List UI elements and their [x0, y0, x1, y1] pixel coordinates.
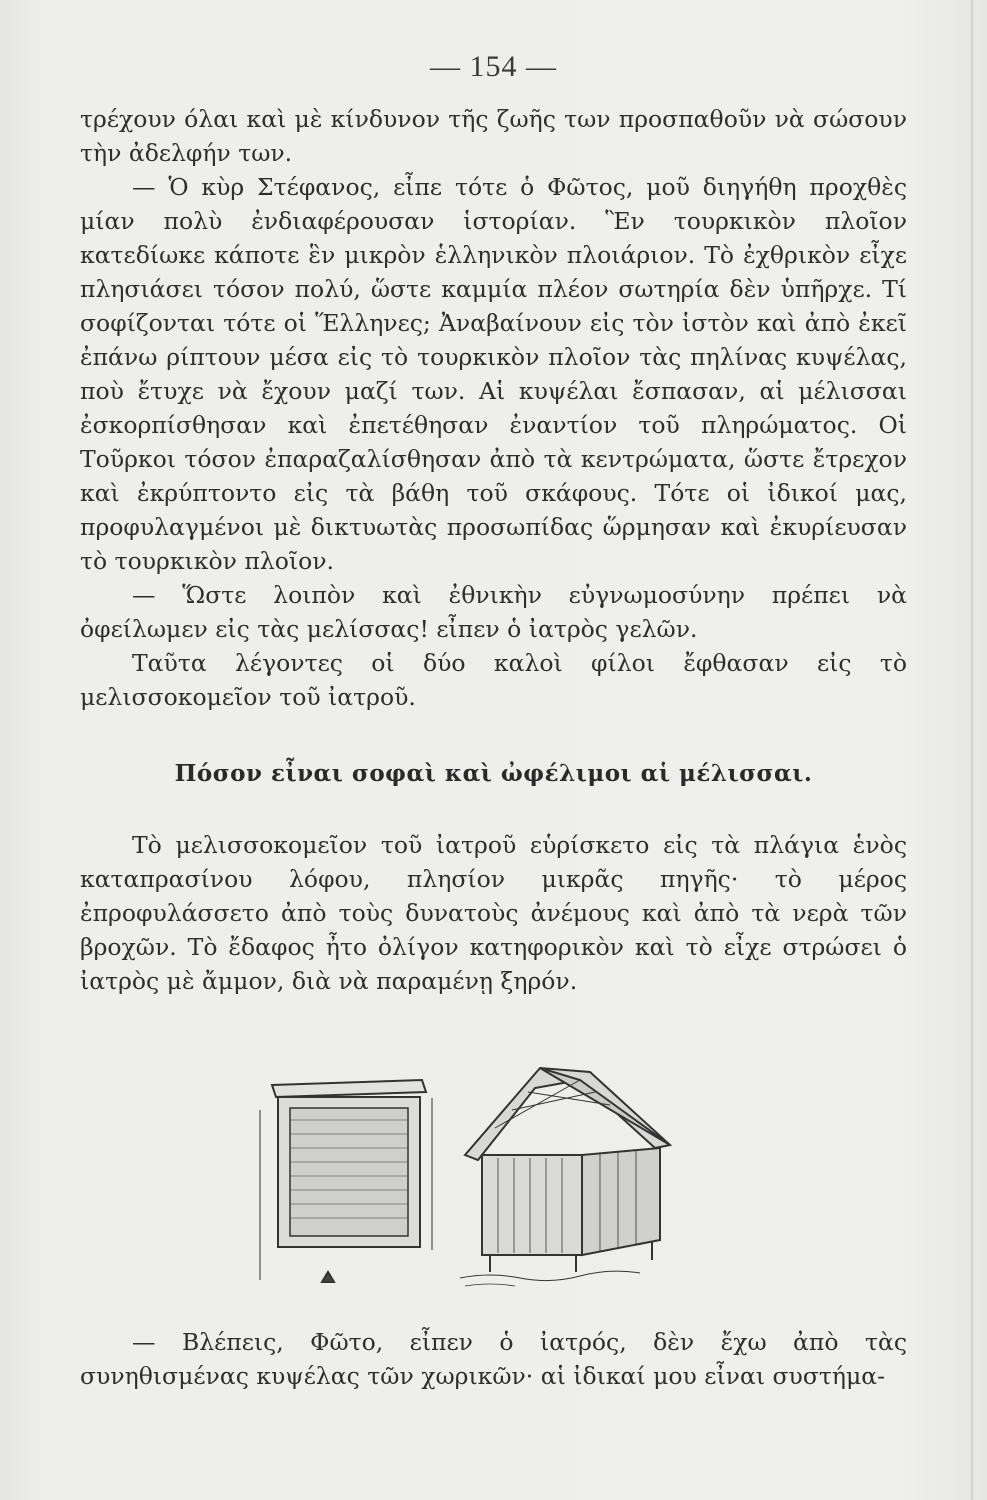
- paragraph-continuation: τρέχουν όλαι καὶ μὲ κίνδυνον τῆς ζωῆς των προσπαθοῦν νὰ σώσουν τὴν ἀδελφήν των.: [80, 105, 907, 167]
- paragraph-arrival: Ταῦτα λέγοντες οἱ δύο καλοὶ φίλοι ἔφθασαν εἰς τὸ μελισσοκομεῖον τοῦ ἰατροῦ.: [80, 649, 907, 711]
- body-text-top: [80, 102, 907, 714]
- paragraph-gratitude: — Ὥστε λοιπὸν καὶ ἐθνικὴν εὐγνωμοσύνην πρέπει νὰ ὀφείλωμεν εἰς τὰς μελίσσας! εἶπεν ὁ ἰατρὸς γελῶν.: [80, 581, 907, 643]
- paragraph-apiary: Τὸ μελισσοκομεῖον τοῦ ἰατροῦ εὑρίσκετο εἰς τὰ πλάγια ἑνὸς καταπρασίνου λόφου, πλησίον μικρᾶς πηγῆς· τὸ μέρος ἐπροφυλάσσετο ἀπὸ τοὺς δυνατοὺς ἀνέμους καὶ ἀπὸ τὰ νερὰ τῶν βροχῶν. Τὸ ἔδαφος ἦτο ὀλίγον κατηφορικὸν καὶ τὸ εἶχε στρώσει ὁ ἰατρὸς μὲ ἄμμον, διὰ νὰ παραμένῃ ξηρόν.: [80, 831, 907, 995]
- frame-hive-drawing: [260, 1080, 432, 1282]
- paragraph-story: — Ὁ κὺρ Στέφανος, εἶπε τότε ὁ Φῶτος, μοῦ διηγήθη προχθὲς μίαν πολὺ ἐνδιαφέρουσαν ἱστορίαν. Ἓν τουρκικὸν πλοῖον κατεδίωκε κάποτε ἓν μικρὸν ἑλληνικὸν πλοιάριον. Τὸ ἐχθρικὸν εἶχε πλησιάσει τόσον πολύ, ὥστε καμμία πλέον σωτηρία δὲν ὑπῆρχε. Τί σοφίζονται τότε οἱ Ἕλληνες; Ἀναβαίνουν εἰς τὸν ἱστὸν καὶ ἀπὸ ἐκεῖ ἐπάνω ρίπτουν μέσα εἰς τὸ τουρκικὸν πλοῖον τὰς πηλίνας κυψέλας, ποὺ ἔτυχε νὰ ἔχουν μαζί των. Αἱ κυψέλαι ἔσπασαν, αἱ μέλισσαι ἐσκορπίσθησαν καὶ ἐπετέθησαν ἐναντίον τοῦ πληρώματος. Οἱ Τοῦρκοι τόσον ἐπαραζαλίσθησαν ἀπὸ τὰ κεντρώματα, ὥστε ἔτρεχον καὶ ἐκρύπτοντο εἰς τὰ βάθη τοῦ σκάφους. Τότε οἱ ἰδικοί μας, προφυλαγμένοι μὲ δικτυωτὰς προσωπίδας ὥρμησαν καὶ ἐκυρίευσαν τὸ τουρκικὸν πλοῖον.: [80, 173, 907, 575]
- paragraph-hives: — Βλέπεις, Φῶτο, εἶπεν ὁ ἰατρός, δὲν ἔχω ἀπὸ τὰς συνηθισμένας κυψέλας τῶν χωρικῶν· αἱ ἰδικαί μου εἶναι συστήμα-: [80, 1328, 907, 1390]
- section-heading: Πόσον εἶναι σοφαὶ καὶ ὠφέλιμοι αἱ μέλισσαι.: [174, 760, 813, 787]
- page-number: — 154 —: [430, 50, 557, 83]
- body-text-section: [80, 828, 907, 998]
- body-text-bottom: [80, 1325, 907, 1393]
- page-edge: [971, 0, 973, 1500]
- beehive-illustration: [250, 1050, 750, 1300]
- hive-house-drawing: [460, 1068, 670, 1286]
